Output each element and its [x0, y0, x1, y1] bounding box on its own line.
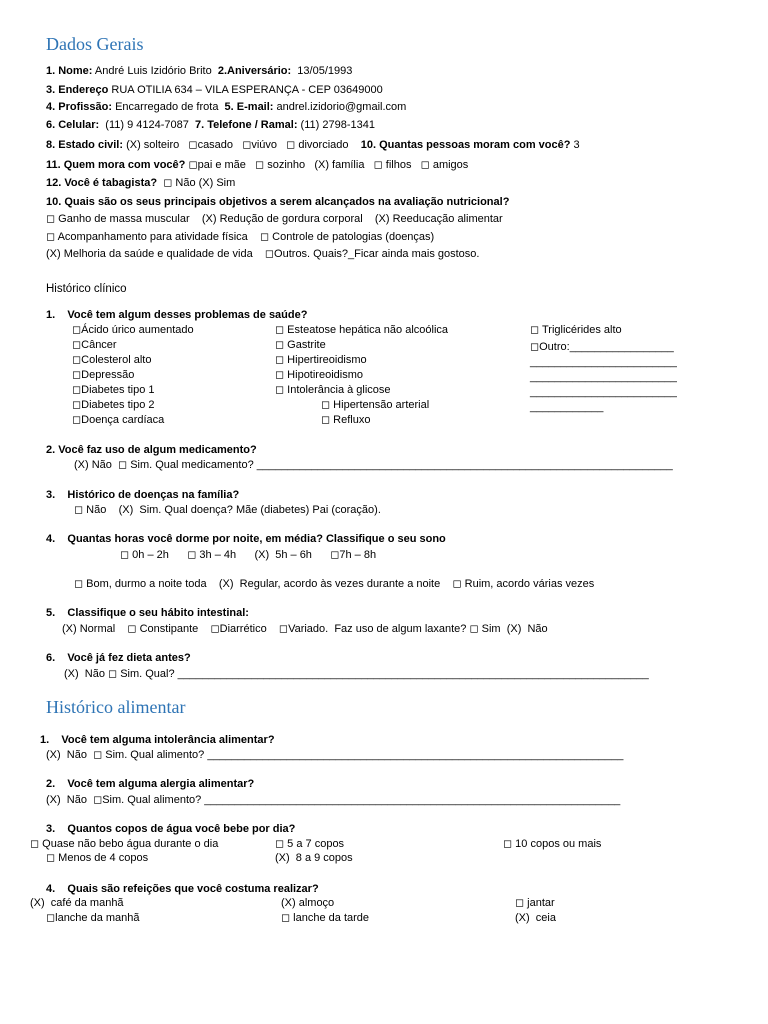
- mora-com-line: [46, 158, 468, 172]
- clinico-answer-4-hours: ◻ 0h – 2h ◻ 3h – 4h (X) 5h – 6h ◻7h – 8h: [120, 549, 377, 561]
- section-title-historico-alimentar: Histórico alimentar: [46, 697, 186, 717]
- clinico-question-4: 4. Quantas horas você dorme por noite, em média? Classifique o seu sono: [46, 533, 446, 545]
- value: (X) solteiro ◻casado ◻viúvo ◻ divorciado: [123, 139, 358, 151]
- label: 3. Endereço: [46, 84, 109, 96]
- water-option: (X) 8 a 9 copos: [275, 852, 353, 864]
- condition-option: ◻Depressão: [72, 369, 135, 381]
- value: (11) 2798-1341: [297, 119, 375, 131]
- estado-civil-line: [46, 138, 580, 152]
- blank-line: ________________________: [530, 371, 677, 383]
- alimentar-question-2: 2. Você tem alguma alergia alimentar?: [46, 778, 255, 790]
- label: 5. E-mail:: [221, 101, 274, 113]
- value: RUA OTILIA 634 – VILA ESPERANÇA - CEP 03649000: [108, 84, 383, 96]
- blank-line: ________________________: [530, 386, 677, 398]
- condition-option: ◻Diabetes tipo 2: [72, 399, 155, 411]
- condition-option: ◻ Triglicérides alto: [530, 324, 622, 336]
- condition-option: ◻Doença cardíaca: [72, 414, 165, 426]
- meal-option: (X) ceia: [515, 912, 556, 924]
- value: André Luis Izidório Brito: [92, 65, 215, 77]
- label: 2.Aniversário:: [214, 65, 292, 77]
- alimentar-answer-1: (X) Não ◻ Sim. Qual alimento? ____________________________________________________________________: [46, 749, 624, 761]
- label: 10. Quantas pessoas moram com você?: [357, 139, 571, 151]
- alimentar-question-3: 3. Quantos copos de água você bebe por dia?: [46, 823, 296, 835]
- clinico-question-2: 2. Você faz uso de algum medicamento?: [46, 444, 257, 456]
- meal-option: (X) almoço: [281, 897, 335, 909]
- alimentar-question-1: 1. Você tem alguma intolerância alimentar?: [40, 734, 275, 746]
- water-option: ◻ Menos de 4 copos: [46, 852, 149, 864]
- clinico-question-6: 6. Você já fez dieta antes?: [46, 652, 191, 664]
- label: 11. Quem mora com você?: [46, 159, 186, 171]
- alimentar-question-4: 4. Quais são refeições que você costuma realizar?: [46, 883, 319, 895]
- label: 6. Celular:: [46, 119, 100, 131]
- condition-option: ◻Colesterol alto: [72, 354, 152, 366]
- objetivos-options-1: ◻ Ganho de massa muscular (X) Redução de gordura corporal (X) Reeducação alimentar: [46, 213, 503, 225]
- clinico-answer-6: (X) Não ◻ Sim. Qual? _____________________________________________________________________________: [64, 668, 649, 680]
- condition-option: ◻ Hipotireoidismo: [275, 369, 363, 381]
- profissao-line: [46, 100, 406, 114]
- value: ◻ Não (X) Sim: [157, 177, 236, 189]
- endereco-line: [46, 83, 383, 97]
- meal-option: ◻ jantar: [515, 897, 555, 909]
- label: 1. Nome:: [46, 65, 93, 77]
- clinico-answer-3: ◻ Não (X) Sim. Qual doença? Mãe (diabetes) Pai (coração).: [74, 504, 381, 516]
- label: 7. Telefone / Ramal:: [191, 119, 298, 131]
- condition-option: ◻Diabetes tipo 1: [72, 384, 155, 396]
- blank-line: ________________________: [530, 356, 677, 368]
- celular-line: [46, 118, 375, 132]
- section-title-dados-gerais: Dados Gerais: [46, 34, 144, 54]
- water-option: ◻ Quase não bebo água durante o dia: [30, 838, 219, 850]
- label: 4. Profissão:: [46, 101, 113, 113]
- label: 8. Estado civil:: [46, 139, 124, 151]
- value: 3: [570, 139, 580, 151]
- condition-option: ◻ Gastrite: [275, 339, 326, 351]
- condition-option: ◻ Intolerância à glicose: [275, 384, 391, 396]
- water-option: ◻ 10 copos ou mais: [503, 838, 602, 850]
- meal-option: ◻ lanche da tarde: [281, 912, 370, 924]
- objetivos-options-2: ◻ Acompanhamento para atividade física ◻ Controle de patologias (doenças): [46, 231, 435, 243]
- value: 13/05/1993: [291, 65, 353, 77]
- condition-option: ◻ Refluxo: [321, 414, 371, 426]
- alimentar-answer-2: (X) Não ◻Sim. Qual alimento? ____________________________________________________________________: [46, 794, 621, 806]
- meal-option: (X) café da manhã: [30, 897, 124, 909]
- objetivos-options-3: (X) Melhoria da saúde e qualidade de vida ◻Outros. Quais?_Ficar ainda mais gostoso.: [46, 248, 480, 260]
- condition-option: ◻Ácido úrico aumentado: [72, 324, 194, 336]
- objetivos-question: 10. Quais são os seus principais objetivos a serem alcançados na avaliação nutricional?: [46, 196, 510, 208]
- tabagista-line: [46, 176, 235, 190]
- clinico-question-5: 5. Classifique o seu hábito intestinal:: [46, 607, 249, 619]
- clinico-answer-4-quality: ◻ Bom, durmo a noite toda (X) Regular, acordo às vezes durante a noite ◻ Ruim, acordo várias vezes: [74, 578, 595, 590]
- water-option: ◻ 5 a 7 copos: [275, 838, 345, 850]
- condition-option: ◻ Hipertireoidismo: [275, 354, 367, 366]
- clinico-answer-2: (X) Não ◻ Sim. Qual medicamento? ____________________________________________________________________: [74, 459, 673, 471]
- value: andrel.izidorio@gmail.com: [273, 101, 407, 113]
- label: 12. Você é tabagista?: [46, 177, 158, 189]
- value: (11) 9 4124-7087: [99, 119, 192, 131]
- condition-option: ◻ Hipertensão arterial: [321, 399, 430, 411]
- condition-option: ◻Câncer: [72, 339, 117, 351]
- value: Encarregado de frota: [112, 101, 222, 113]
- blank-line: ____________: [530, 401, 604, 413]
- condition-option-outro: ◻Outro:_________________: [530, 341, 674, 353]
- nome-line: [46, 64, 352, 78]
- clinico-answer-5: (X) Normal ◻ Constipante ◻Diarrético ◻Variado. Faz uso de algum laxante? ◻ Sim (X) Não: [62, 623, 548, 635]
- clinico-question-1: 1. Você tem algum desses problemas de saúde?: [46, 309, 308, 321]
- value: ◻pai e mãe ◻ sozinho (X) família ◻ filhos ◻ amigos: [185, 159, 469, 171]
- condition-option: ◻ Esteatose hepática não alcoólica: [275, 324, 449, 336]
- clinico-question-3: 3. Histórico de doenças na família?: [46, 489, 240, 501]
- section-title-historico-clinico: Histórico clínico: [46, 283, 127, 295]
- meal-option: ◻lanche da manhã: [46, 912, 140, 924]
